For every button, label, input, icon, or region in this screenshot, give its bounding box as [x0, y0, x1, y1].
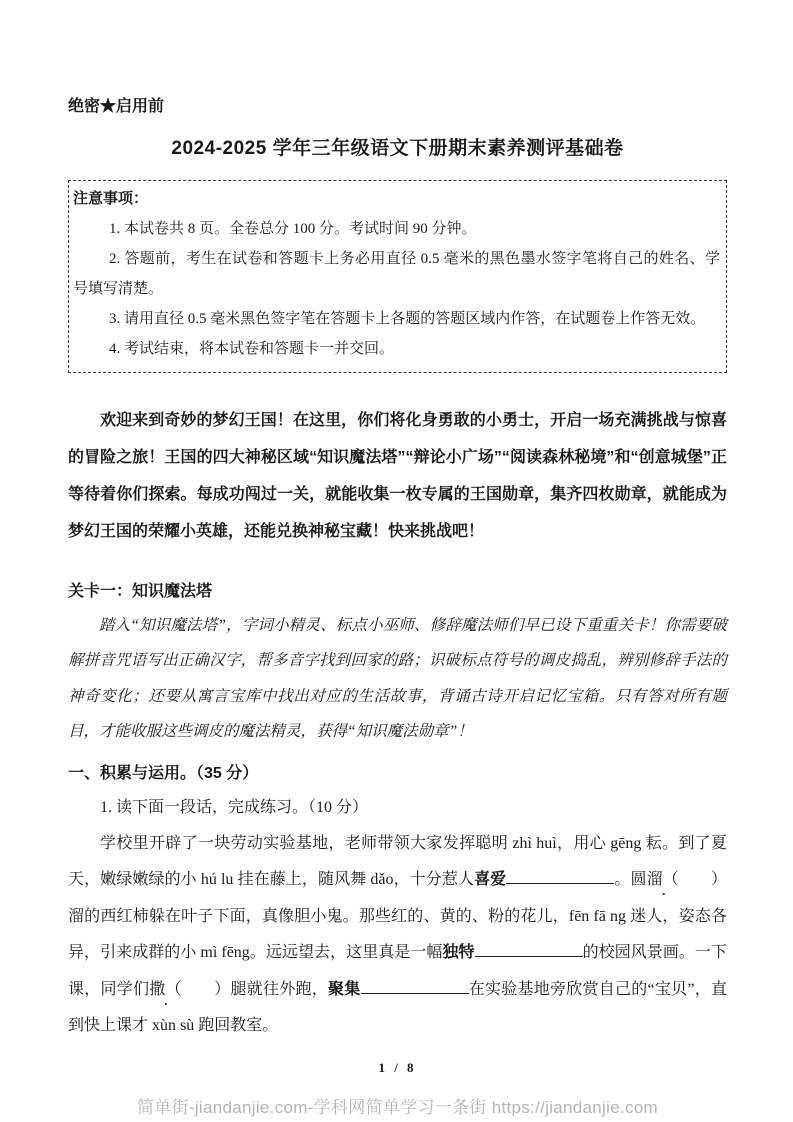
passage-text: 学校里开辟了一块劳动实验基地，老师带领大家发挥聪明 zhì huì，用心 gēng 耘。到了夏天，嫩绿嫩绿的小 hú lu 挂在藤上，随风舞 dǎo，十分惹人: [68, 834, 727, 889]
part-one-heading: 一、积累与运用。（35 分）: [68, 764, 259, 782]
passage-text: 在实验基地旁欣赏自己的“宝贝”，直到快上课才 xùn sù 跑回教室。: [68, 980, 727, 1034]
notice-item-3: 3. 请用直径 0.5 毫米黑色签字笔在答题卡上各题的答题区域内作答，在试题卷上作答无效。: [109, 311, 706, 328]
page-title: 2024-2025 学年三年级语文下册期末素养测评基础卷: [171, 138, 624, 160]
page-number: 1 / 8: [378, 1060, 417, 1076]
passage-text: 。圆: [614, 871, 647, 889]
intro-paragraph: 欢迎来到奇妙的梦幻王国！在这里，你们将化身勇敢的小勇士，开启一场充满挑战与惊喜的冒险之旅！王国的四大神秘区域“知识魔法塔”“辩论小广场”“阅读森林秘境”和“创意城堡”正等待着你们探索。每成功闯过一关，就能收集一枚专属的王国勋章，集齐四枚勋章，就能成为梦幻王国的荣耀小英雄，还能兑换神秘宝藏！快来挑战吧！: [68, 412, 727, 540]
passage-text: 的校园风景画。一下课，同学们: [68, 944, 727, 998]
level-one-heading: 关卡一：知识魔法塔: [68, 582, 213, 600]
question-1-stem: 1. 读下面一段话，完成练习。（10 分）: [100, 799, 369, 817]
secrecy-label: 绝密★启用前: [68, 98, 165, 115]
emphasized-character: 溜: [646, 871, 663, 889]
emphasized-character: 撒: [149, 980, 166, 998]
answer-blank: [361, 991, 469, 994]
notice-item-2: 2. 答题前，考生在试卷和答题卡上务必用直径 0.5 毫米的黑色墨水签字笔将自己的姓名、学号填写清楚。: [73, 251, 720, 298]
watermark-text: 简单街-jiandanjie.com-学科网简单学习一条街 https://jiandanjie.com: [136, 1098, 659, 1118]
level-one-description: 踏入“知识魔法塔”，字词小精灵、标点小巫师、修辞魔法师们早已设下重重关卡！你需要破解拼音咒语写出正确汉字，帮多音字找到回家的路；识破标点符号的调皮捣乱，辨别修辞手法的神奇变化；还要从寓言宝库中找出对应的生活故事，背诵古诗开启记忆宝箱。只有答对所有题目，才能收服这些调皮的魔法精灵，获得“知识魔法勋章”！: [68, 617, 727, 740]
notice-box: [68, 180, 727, 373]
notice-item-4: 4. 考试结束，将本试卷和答题卡一并交回。: [109, 341, 395, 358]
notice-heading: 注意事项：: [73, 190, 149, 208]
answer-blank: [506, 881, 614, 884]
notice-item-1: 1. 本试卷共 8 页。全卷总分 100 分。考试时间 90 分钟。: [109, 221, 477, 238]
passage-bold-word: 喜爱: [474, 871, 507, 889]
answer-blank: [475, 954, 583, 957]
question-1-passage: [68, 826, 727, 1045]
passage-bold-word: 聚集: [328, 980, 361, 998]
passage-text: （ ）腿就往外跑，: [165, 980, 328, 998]
passage-bold-word: 独特: [442, 944, 475, 962]
passage-text: （ ）溜的西红柿躲在叶子下面，真像胆小鬼。那些红的、黄的、粉的花儿，fēn fā ng 迷人，姿态各异，引来成群的小 mì fēng。远远望去，这里真是一幅: [68, 871, 727, 962]
